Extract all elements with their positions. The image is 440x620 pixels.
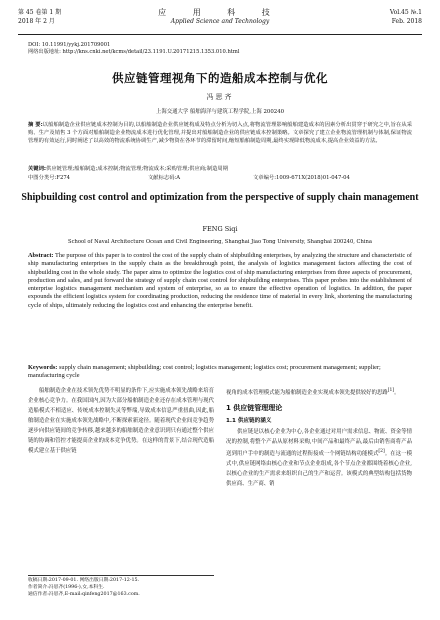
journal-header xyxy=(18,8,422,35)
keywords-en-text: supply chain management; shipbuilding; cost control; logistics management; logistics cost; procurement management; supplier; manufacturing cycle xyxy=(28,364,381,380)
body-column-right xyxy=(226,386,412,489)
body-paragraph: 船舶制造企业在技术领先优势不明显的条件下,应实施成本领先战略来培育企业核心竞争力。在我国国内,因为大部分船舶制造企业还存在成本管理与现代造船模式不相适应、传统成本控制失灵等弊端,导致成本信息严重扭曲,因此,船舶制造企业在实施成本领先战略中,不断探索新途径。随着现代企业间竞争趋势逐步向供应链间的竞争转移,越来越多的船舶制造企业意识到只有通过整个供应链的协调和管控才能提高企业的成本竞争优势。在这样的背景下,结合现代造船模式建立基于供应链 xyxy=(28,388,214,454)
abstract-en-label: Abstract: xyxy=(28,252,54,259)
body-text: 。 xyxy=(394,389,400,396)
header-center xyxy=(18,8,422,26)
body-text: 供应链是以核心企业为中心,各企业通过对用户需求信息、物流、资金等情况的控制,将整个产品从原材料采购,中间产品和最终产品,最后由销售商将产品送到用户手中的制造与流通的过程衔接成一个网链结构功能模式 xyxy=(226,428,412,457)
abstract-cn-label: 摘 要: xyxy=(28,122,43,128)
body-paragraph xyxy=(226,386,412,398)
abstract-cn-text: 以船舶制造企业供应链成本控制为目的,以船舶制造企业供应链构成及特点分析为切入点,将物流管理影响船舶建造成本的因素分析出贯穿于研究之中,旨在从采购、生产及销售 3 个方面对船舶制造企业物流成本进行优化管理,并提出对船舶制造企业的供应链成本控制策略。文章探究了建立企业物流管理机制与体制,保证物流管理的有效运行,同时阐述了以高效的物流系统协调生产,减少物资在各环节的滞留时间,缩短船舶制造周期,最终实现降低物流成本,提高企业效益的方法。 xyxy=(28,122,412,145)
author-cn: 冯思齐 xyxy=(206,93,234,101)
affiliation-en: School of Naval Architecture Ocean and Civil Engineering, Shanghai Jiao Tong University, Shanghai 200240, China xyxy=(68,239,372,245)
author-bio: 作者简介:冯思齐(1996-),女,本科生. xyxy=(28,584,105,590)
received-date: 收稿日期:2017-09-01. 网络出版日期:2017-12-15. xyxy=(28,578,140,583)
journal-name-en: Applied Science and Technology xyxy=(170,18,270,25)
keywords-cn-label: 关键词: xyxy=(28,166,47,172)
abstract-en xyxy=(28,252,412,310)
title-cn: 供应链管理视角下的造船成本控制与优化 xyxy=(112,71,328,85)
doi: DOI: 10.11991/yykj.201709001 xyxy=(28,42,111,48)
keywords-en xyxy=(28,364,412,381)
footnote xyxy=(28,575,214,598)
subsection-heading: 1.1 供应链的涵义 xyxy=(226,417,272,424)
volume-issue-cn: 第 45 卷第 1 期 xyxy=(18,9,62,16)
body-column-left xyxy=(28,386,214,456)
citation-ref: [1] xyxy=(387,388,395,393)
abstract-cn xyxy=(28,121,412,146)
clc-number: 中图分类号:F274 xyxy=(28,175,71,181)
body-text: 。在这一模式中,供应链网络由核心企业和节点企业组成,各个节点企业都围绕着核心企业,以核心企业的生产需求来组织自己的生产和运营。该模式的典型结构包括货物供应商、生产商、销 xyxy=(226,450,412,487)
header-right xyxy=(390,8,422,26)
article-number: 文章编号:1009-671X(2018)01-047-04 xyxy=(253,175,350,181)
body-text: 视角的成本管理模式能为船舶制造企业实现成本领先提供较好的思路 xyxy=(226,389,388,396)
section-heading: 1 供应链管理理论 xyxy=(226,403,283,412)
keywords-cn-text: 供应链管理;船舶制造;成本控制;物流管理;物流成本;采购管理;供应商;制造周期 xyxy=(46,166,229,172)
date-en: Feb. 2018 xyxy=(391,18,422,25)
author-en: FENG Siqi xyxy=(202,225,238,233)
abstract-en-text: The purpose of this paper is to control the cost of the supply chain of shipbuilding enterprises, by analyzing the structure and characteristic of ship manufacturing enterprises in the supply chain as the breakthrough point, the analysis of logistics management factors affecting the cost of shipbuilding cost in the whole study. The paper aims to optimize the logistics cost of ship manufacturing enterprises from three aspects of procurement, production and sales, and put forward the strategy of supply chain cost control for shipbuilding enterprises. This paper probes into the establishment of enterprise logistics management mechanism and system of enterprise, so as to ensure the effective operation of logistics. In addition, the paper expounds the efficient logistics system for coordinating production, reducing the residence time of material in every link, shortening the manufacturing cycle of ships, ultimately reducing the logistics cost and enhancing the enterprise benefit. xyxy=(28,252,413,309)
doc-code: 文献标志码:A xyxy=(148,175,181,181)
body-paragraph xyxy=(226,427,412,489)
volume-issue-en: Vol.45 №.1 xyxy=(389,9,422,16)
citation-ref: [2] xyxy=(378,448,385,454)
article-meta xyxy=(28,42,239,56)
title-en: Shipbuilding cost control and optimization from the perspective of supply chain management xyxy=(21,192,419,203)
corresponding-author: 通信作者:冯思齐,E-mail:qinfeng2017@163.com. xyxy=(28,591,140,597)
online-address: 网络出版地址: http://kns.cnki.net/kcms/detail/23.1191.U.20171215.1353.010.html xyxy=(28,49,240,55)
keywords-en-label: Keywords: xyxy=(28,364,58,371)
journal-name-cn: 应 用 科 技 xyxy=(158,8,282,17)
keywords-cn xyxy=(28,165,412,173)
affiliation-cn: 上海交通大学 船舶海洋与建筑工程学院,上海 200240 xyxy=(155,109,285,115)
date-cn: 2018 年 2 月 xyxy=(18,18,55,25)
